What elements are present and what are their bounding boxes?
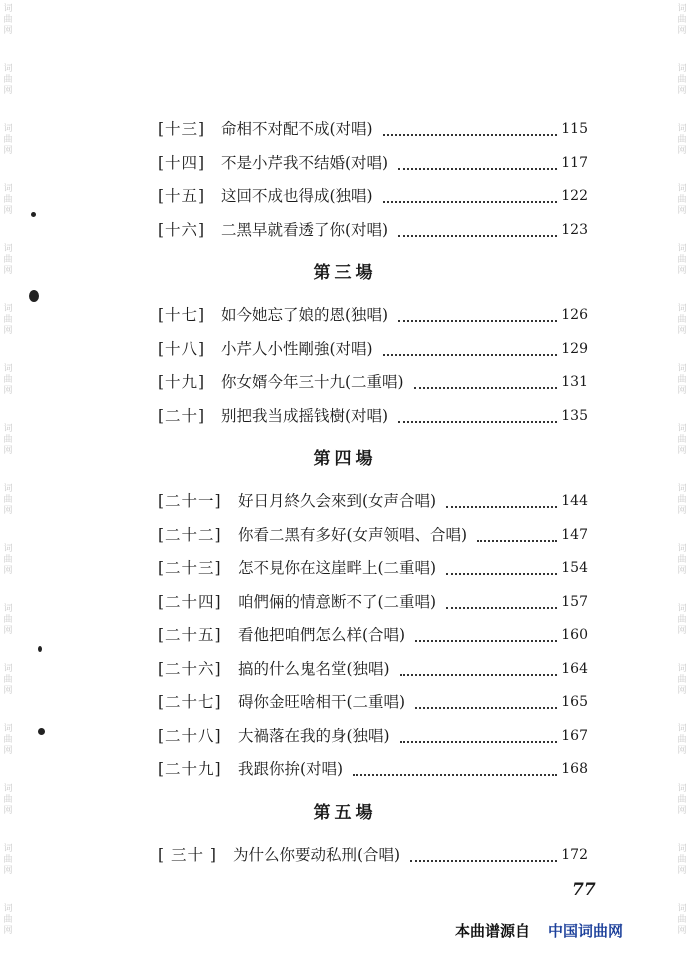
toc-entry-number: [二十] (158, 406, 206, 425)
watermark-text: 词 曲 网 (3, 724, 13, 756)
toc-entry-page: 168 (557, 757, 588, 781)
scan-speck (38, 728, 45, 735)
watermark-text: 词 曲 网 (3, 544, 13, 576)
toc-leader-dots (400, 650, 557, 676)
toc-entry-number: [十五] (158, 187, 206, 205)
toc-entry-page: 172 (557, 843, 588, 867)
toc-entry-page: 164 (557, 657, 588, 681)
toc-entry-title: 二黑早就看透了你(对唱) (221, 220, 389, 239)
watermark-text: 词 曲 网 (3, 4, 13, 36)
toc-entry-title: 为什么你要动私刑(合唱) (233, 845, 401, 864)
toc-leader-dots (398, 211, 557, 237)
toc-entry (158, 556, 588, 580)
watermark-text: 词 曲 网 (3, 64, 13, 96)
toc-entry (158, 590, 588, 614)
toc-entry-number: [二十三] (158, 559, 222, 577)
toc-entry-number: [二十一] (158, 492, 222, 510)
toc-entry-page: 131 (557, 370, 588, 394)
watermark-text: 词 曲 网 (3, 844, 13, 876)
watermark-text: 词 曲 网 (677, 124, 687, 156)
toc-entry-page: 129 (557, 337, 588, 361)
toc-leader-dots (398, 397, 557, 423)
toc-entry-page: 117 (557, 151, 588, 175)
toc-entry-page: 147 (557, 523, 588, 547)
toc-leader-dots (446, 583, 557, 609)
toc-entry (158, 218, 588, 242)
toc-leader-dots (398, 296, 557, 322)
toc-entry-number: [二十七] (158, 693, 222, 711)
watermark-text: 词 曲 网 (3, 244, 13, 276)
toc-entry-title: 小芹人小性剛強(对唱) (221, 339, 373, 358)
toc-entry-title: 碍你金旺啥相干(二重唱) (238, 693, 406, 711)
scene-heading: 第四場 (313, 449, 377, 469)
toc-entry-title: 你女婿今年三十九(二重唱) (221, 373, 404, 391)
toc-entry-number: [十九] (158, 373, 206, 391)
toc-entry-title: 搞的什么鬼名堂(独唱) (238, 659, 390, 678)
toc-entry-title: 看他把咱們怎么样(合唱) (238, 626, 406, 644)
toc-entry-number: [ 三十 ] (158, 845, 217, 864)
toc-entry-page: 126 (557, 303, 588, 327)
toc-entry (158, 117, 588, 141)
watermark-text: 词 曲 网 (677, 244, 687, 276)
toc-entry-title: 怎不見你在这崖畔上(二重唱) (238, 559, 437, 577)
toc-entry-number: [十七] (158, 306, 206, 324)
watermark-text: 词 曲 网 (3, 664, 13, 696)
toc-entry-number: [十六] (158, 220, 206, 239)
toc-entry-page: 157 (557, 590, 588, 614)
watermark-text: 词 曲 网 (677, 484, 687, 516)
source-label: 本曲谱源自 (455, 922, 531, 940)
toc-entry (158, 303, 588, 327)
toc-entry (158, 370, 588, 394)
toc-entry-page: 123 (557, 218, 588, 242)
toc-entry (158, 690, 588, 714)
toc-entry (158, 151, 588, 175)
scan-speck (38, 646, 42, 652)
watermark-text: 词 曲 网 (677, 424, 687, 456)
toc-leader-dots (383, 330, 557, 356)
toc-entry-title: 不是小芹我不结婚(对唱) (221, 153, 389, 172)
toc-entry (158, 843, 588, 867)
toc-entry-page: 160 (557, 623, 588, 647)
watermark-text: 词 曲 网 (677, 904, 687, 936)
watermark-text: 词 曲 网 (677, 604, 687, 636)
toc-leader-dots (353, 750, 557, 776)
toc-entry-title: 大禍落在我的身(独唱) (238, 726, 390, 745)
toc-entry-title: 别把我当成摇钱樹(对唱) (221, 406, 389, 425)
toc-entry-page: 165 (557, 690, 588, 714)
toc-entry (158, 623, 588, 647)
toc-entry-number: [二十五] (158, 626, 222, 644)
watermark-text: 词 曲 网 (677, 724, 687, 756)
toc-entry (158, 657, 588, 681)
watermark-text: 词 曲 网 (677, 64, 687, 96)
watermark-text: 词 曲 网 (677, 364, 687, 396)
toc-entry-number: [二十九] (158, 760, 222, 778)
watermark-text: 词 曲 网 (677, 184, 687, 216)
watermark-text: 词 曲 网 (677, 304, 687, 336)
scene-heading: 第五場 (313, 802, 377, 823)
toc-leader-dots (446, 549, 557, 575)
toc-entry-number: [二十四] (158, 592, 222, 611)
toc-entry (158, 404, 588, 428)
toc-entry (158, 724, 588, 748)
toc-entry-page: 135 (557, 404, 588, 428)
toc-entry-page: 115 (557, 117, 588, 141)
toc-entry-number: [二十二] (158, 525, 222, 544)
scene-heading: 第三場 (313, 263, 377, 283)
watermark-text: 词 曲 网 (3, 364, 13, 396)
right-watermark-strip (674, 0, 690, 970)
toc-leader-dots (383, 177, 557, 203)
toc-entry-page: 154 (557, 556, 588, 580)
toc-entry-number: [十八] (158, 339, 206, 358)
scan-speck (29, 290, 39, 302)
watermark-text: 词 曲 网 (3, 184, 13, 216)
toc-entry-number: [二十六] (158, 659, 222, 678)
toc-entry-page: 144 (557, 489, 588, 513)
toc-entry-page: 167 (557, 724, 588, 748)
toc-entry (158, 523, 588, 547)
toc-entry-title: 命相不对配不成(对唱) (221, 120, 373, 138)
toc-entry (158, 757, 588, 781)
toc-entry-number: [十三] (158, 120, 206, 138)
watermark-text: 词 曲 网 (677, 664, 687, 696)
page-number: 77 (572, 880, 596, 900)
watermark-text: 词 曲 网 (3, 124, 13, 156)
toc-entry-title: 如今她忘了娘的恩(独唱) (221, 306, 389, 324)
toc-entry-title: 我跟你拚(对唱) (238, 760, 344, 778)
toc-entry (158, 337, 588, 361)
toc-leader-dots (415, 683, 557, 709)
toc-leader-dots (415, 616, 557, 642)
watermark-text: 词 曲 网 (677, 4, 687, 36)
toc-entry-page: 122 (557, 184, 588, 208)
toc-leader-dots (410, 836, 557, 862)
toc-entry-title: 咱們倆的情意断不了(二重唱) (238, 592, 437, 611)
watermark-text: 词 曲 网 (677, 844, 687, 876)
watermark-text: 词 曲 网 (3, 904, 13, 936)
watermark-text: 词 曲 网 (3, 604, 13, 636)
watermark-text: 词 曲 网 (3, 484, 13, 516)
toc-entry-title: 你看二黑有多好(女声领唱、合唱) (238, 525, 468, 544)
toc-entry-number: [二十八] (158, 726, 222, 745)
watermark-text: 词 曲 网 (3, 424, 13, 456)
scan-speck (31, 212, 36, 217)
toc-entry-title: 好日月終久会來到(女声合唱) (238, 492, 437, 510)
watermark-text: 词 曲 网 (677, 784, 687, 816)
toc-leader-dots (477, 516, 557, 542)
watermark-text: 词 曲 网 (677, 544, 687, 576)
left-watermark-strip (0, 0, 16, 970)
toc-entry (158, 489, 588, 513)
watermark-text: 词 曲 网 (3, 784, 13, 816)
source-site: 中国词曲网 (548, 922, 624, 940)
toc-leader-dots (383, 110, 557, 136)
source-footer (455, 920, 623, 941)
toc-leader-dots (400, 717, 557, 743)
toc-leader-dots (414, 363, 557, 389)
toc-entry (158, 184, 588, 208)
toc-leader-dots (398, 144, 557, 170)
toc-entry-title: 这回不成也得成(独唱) (221, 187, 373, 205)
toc-entry-number: [十四] (158, 153, 206, 172)
watermark-text: 词 曲 网 (3, 304, 13, 336)
toc-leader-dots (446, 482, 557, 508)
